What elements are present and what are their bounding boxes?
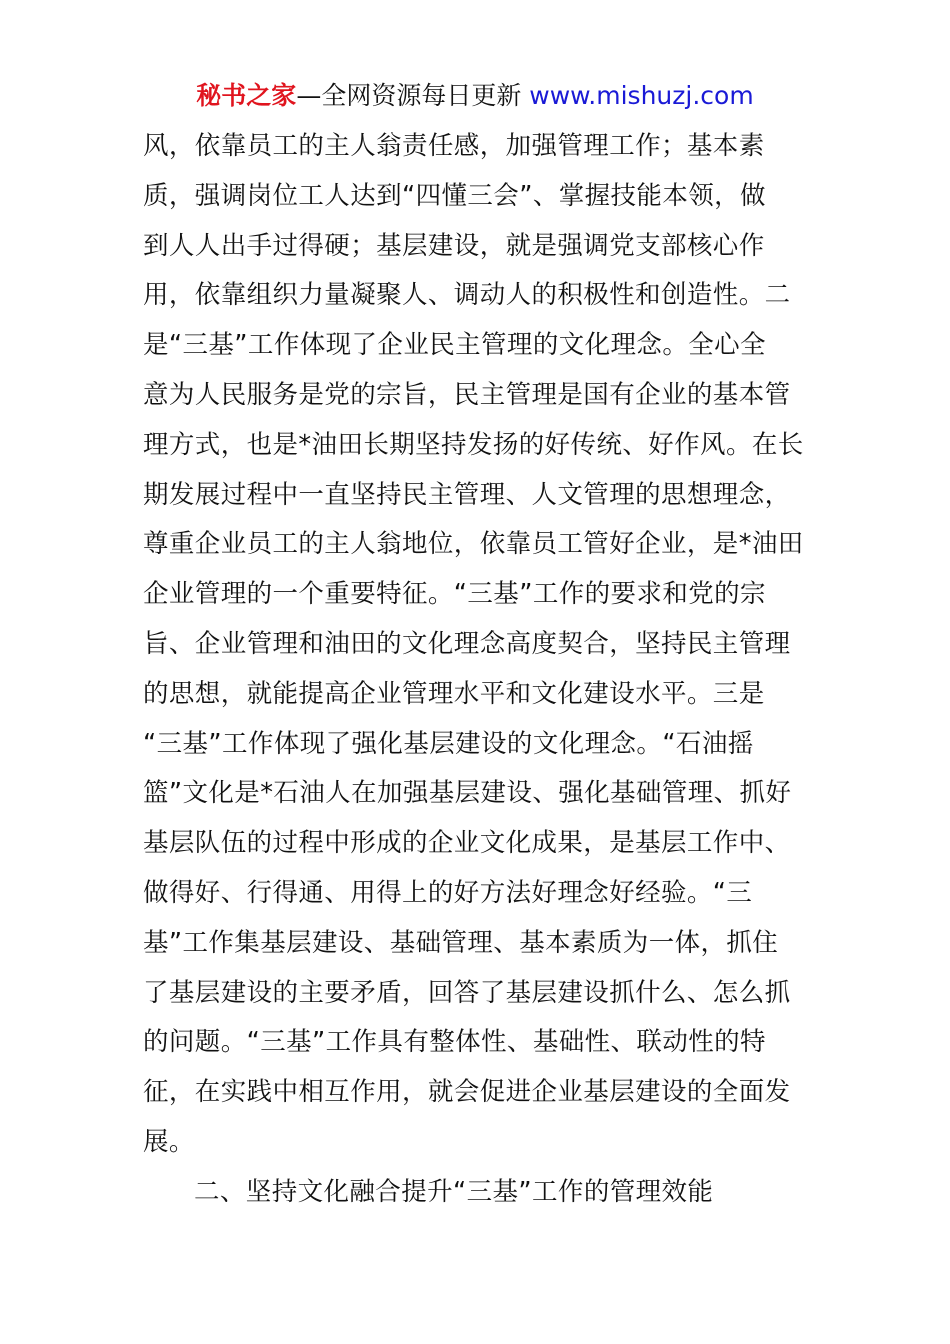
site-header (0, 78, 950, 114)
text-line: 篮”文化是*石油人在加强基层建设、强化基础管理、抓好 (143, 778, 792, 809)
document-body (143, 122, 813, 1218)
text-line: 做得好、行得通、用得上的好方法好理念好经验。“三 (143, 877, 753, 908)
site-tagline: —全网资源每日更新 (296, 81, 530, 110)
text-line: 理方式，也是*油田长期坚持发扬的好传统、好作风。在长 (143, 429, 804, 460)
text-line: 期发展过程中一直坚持民主管理、人文管理的思想理念， (143, 479, 791, 510)
text-line: 质，强调岗位工人达到“四懂三会”、掌握技能本领，做 (143, 180, 766, 211)
text-line: 意为人民服务是党的宗旨，民主管理是国有企业的基本管 (143, 379, 791, 410)
site-url-link[interactable]: www.mishuzj.com (529, 81, 754, 110)
site-brand: 秘书之家 (196, 81, 297, 110)
text-line: 用，依靠组织力量凝聚人、调动人的积极性和创造性。二 (143, 280, 791, 311)
text-line: 展。 (143, 1126, 195, 1157)
text-line: 征，在实践中相互作用，就会促进企业基层建设的全面发 (143, 1077, 791, 1108)
text-line: 了基层建设的主要矛盾，回答了基层建设抓什么、怎么抓 (143, 977, 791, 1008)
text-line: 尊重企业员工的主人翁地位，依靠员工管好企业，是*油田 (143, 529, 804, 560)
text-line: 是“三基”工作体现了企业民主管理的文化理念。全心全 (143, 330, 766, 361)
section-heading: 二、坚持文化融合提升“三基”工作的管理效能 (194, 1176, 714, 1207)
text-line: “三基”工作体现了强化基层建设的文化理念。“石油摇 (143, 728, 754, 759)
text-line: 到人人出手过得硬；基层建设，就是强调党支部核心作 (143, 230, 765, 261)
text-line: 基”工作集基层建设、基础管理、基本素质为一体，抓住 (143, 927, 779, 958)
text-line: 风，依靠员工的主人翁责任感，加强管理工作；基本素 (143, 131, 765, 161)
text-line: 旨、企业管理和油田的文化理念高度契合，坚持民主管理 (143, 628, 791, 659)
text-line: 基层队伍的过程中形成的企业文化成果，是基层工作中、 (143, 828, 791, 859)
text-line: 的问题。“三基”工作具有整体性、基础性、联动性的特 (143, 1027, 766, 1058)
text-line: 的思想，就能提高企业管理水平和文化建设水平。三是 (143, 678, 765, 709)
text-line: 企业管理的一个重要特征。“三基”工作的要求和党的宗 (143, 579, 766, 610)
